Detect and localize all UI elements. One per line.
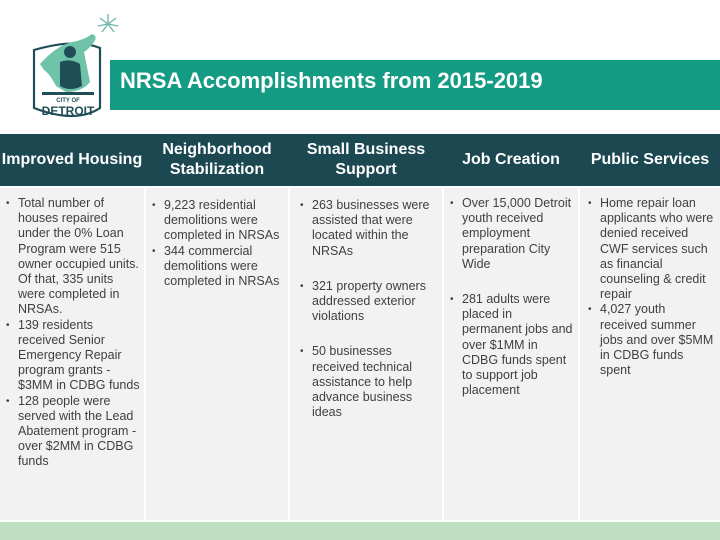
- column-heading-improved-housing: Improved Housing: [1, 151, 143, 168]
- column-heading-small-business-support: Small Business Support: [306, 141, 426, 178]
- list-item: • 4,027 youth received summer jobs and over $5MM in CDBG funds spent: [588, 302, 716, 378]
- list-item: • 50 businesses received technical assistance to help advance business ideas: [300, 344, 438, 420]
- column-body-public-services: [580, 188, 720, 520]
- list-item: • Home repair loan applicants who were denied received CWF services such as financial counseling & credit repair: [588, 196, 716, 302]
- list-item: • Over 15,000 Detroit youth received employment preparation City Wide: [450, 196, 574, 272]
- list-item: • 128 people were served with the Lead Abatement program - over $2MM in CDBG funds: [6, 394, 140, 470]
- list-item: • 344 commercial demolitions were completed in NRSAs: [152, 244, 284, 290]
- sunburst-icon: [98, 14, 118, 32]
- column-body-small-business-support: [290, 188, 442, 520]
- column-heading-job-creation: Job Creation: [462, 151, 560, 168]
- footer-strip: [0, 522, 720, 540]
- column-body-neighborhood-stabilization: [146, 188, 288, 520]
- list-item: • 281 adults were placed in permanent jobs and over $1MM in CDBG funds spent to support job placement: [450, 292, 574, 398]
- column-body-job-creation: [444, 188, 578, 520]
- page-title: NRSA Accomplishments from 2015-2019: [120, 68, 543, 93]
- list-item: • 321 property owners addressed exterior violations: [300, 279, 438, 325]
- list-item: • Total number of houses repaired under the 0% Loan Program were 515 owner occupied units. Of that, 335 units were completed in NRSAs.: [6, 196, 140, 318]
- list-item: • 139 residents received Senior Emergency Repair program grants - $3MM in CDBG funds: [6, 318, 140, 394]
- column-heading-public-services: Public Services: [590, 151, 710, 168]
- column-body-improved-housing: [0, 188, 144, 520]
- svg-text:CITY OF: CITY OF: [56, 98, 80, 104]
- column-heading-neighborhood-stabilization: Neighborhood Stabilization: [162, 141, 272, 178]
- svg-text:DETROIT: DETROIT: [41, 104, 95, 118]
- list-item: • 9,223 residential demolitions were completed in NRSAs: [152, 198, 284, 244]
- list-item: • 263 businesses were assisted that were located within the NRSAs: [300, 198, 438, 259]
